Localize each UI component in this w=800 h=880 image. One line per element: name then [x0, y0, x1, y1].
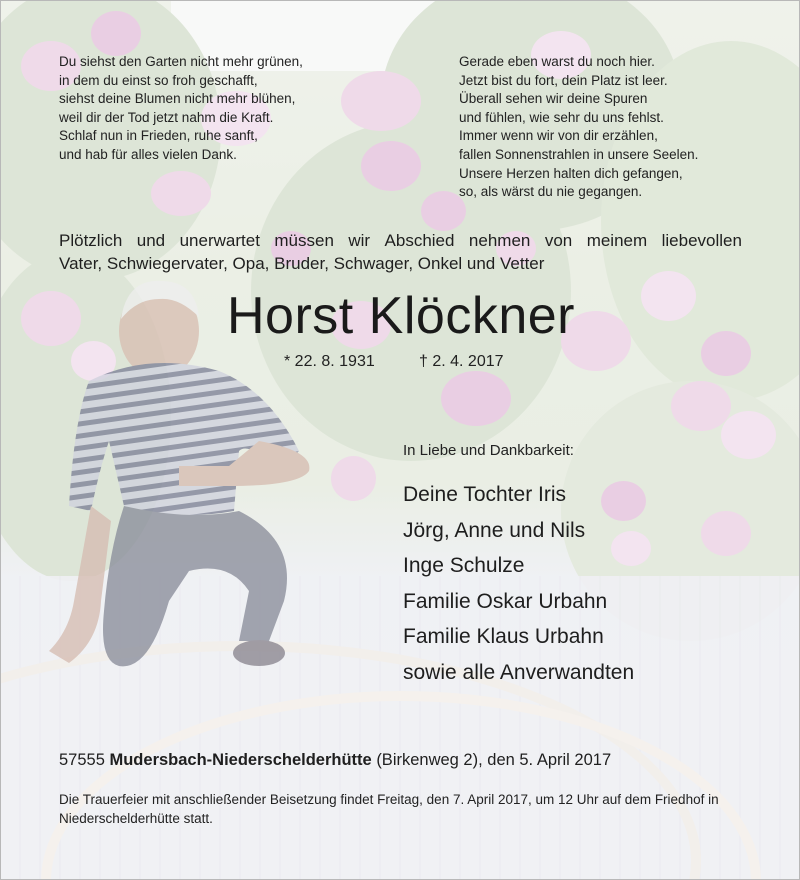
- poem-line: Immer wenn wir von dir erzählen,: [459, 128, 658, 144]
- word: nehmen: [468, 231, 531, 250]
- announcement-line-2: Vater, Schwiegervater, Opa, Bruder, Schwager, Onkel und Vetter: [59, 254, 545, 273]
- poem-right: [459, 53, 698, 202]
- word: wir: [348, 231, 371, 250]
- poem-line: Überall sehen wir deine Spuren: [459, 91, 648, 107]
- mourner: Jörg, Anne und Nils: [403, 518, 586, 542]
- address-line: [59, 751, 611, 770]
- poem-line: weil dir der Tod jetzt nahm die Kraft.: [59, 109, 274, 125]
- word: und: [136, 231, 166, 250]
- word: unerwartet: [179, 231, 260, 250]
- postcode: 57555: [59, 751, 105, 769]
- mourner: Familie Oskar Urbahn: [403, 589, 608, 613]
- street-and-date: (Birkenweg 2), den 5. April 2017: [376, 751, 612, 769]
- deceased-name: [1, 286, 800, 346]
- mourner: Familie Klaus Urbahn: [403, 625, 604, 648]
- mourners-heading: In Liebe und Dankbarkeit:: [403, 442, 574, 459]
- poem-line: Unsere Herzen halten dich gefangen,: [459, 165, 683, 181]
- mourner: sowie alle Anverwandten: [403, 660, 635, 684]
- poem-line: siehst deine Blumen nicht mehr blühen,: [59, 91, 296, 107]
- word: müssen: [274, 231, 334, 250]
- poem-line: Gerade eben warst du noch hier.: [459, 54, 655, 69]
- mourners-list: [403, 477, 634, 690]
- word: Plötzlich: [59, 231, 123, 250]
- mourner: Deine Tochter Iris: [403, 483, 567, 506]
- mourner: Inge Schulze: [403, 554, 525, 577]
- word: Abschied: [384, 231, 455, 250]
- poem-left: [59, 53, 303, 165]
- announcement-text: [59, 229, 742, 275]
- poem-line: so, als wärst du nie gegangen.: [459, 184, 643, 200]
- word: von: [544, 231, 573, 250]
- poem-line: in dem du einst so froh geschafft,: [59, 72, 258, 88]
- deceased-name-text: Horst Klöckner: [227, 287, 575, 345]
- poem-line: Schlaf nun in Frieden, ruhe sanft,: [59, 128, 258, 144]
- funeral-service-info: Die Trauerfeier mit anschließender Beisetzung findet Freitag, den 7. April 2017, um 12 Uhr auf dem Friedhof in Niederschelderhütte statt.: [59, 792, 719, 826]
- birth-date: * 22. 8. 1931: [284, 353, 375, 370]
- poem-line: und hab für alles vielen Dank.: [59, 146, 237, 162]
- poem-line: Du siehst den Garten nicht mehr grünen,: [59, 54, 303, 69]
- death-date: † 2. 4. 2017: [419, 353, 504, 370]
- poem-line: fallen Sonnenstrahlen in unsere Seelen.: [459, 146, 699, 162]
- announcement-line-1: [59, 229, 742, 252]
- word: liebevollen: [661, 231, 742, 250]
- poem-line: und fühlen, wie sehr du uns fehlst.: [459, 109, 664, 125]
- word: meinem: [586, 231, 648, 250]
- place-name: Mudersbach-Niederschelderhütte: [109, 751, 372, 769]
- poem-line: Jetzt bist du fort, dein Platz ist leer.: [459, 72, 668, 88]
